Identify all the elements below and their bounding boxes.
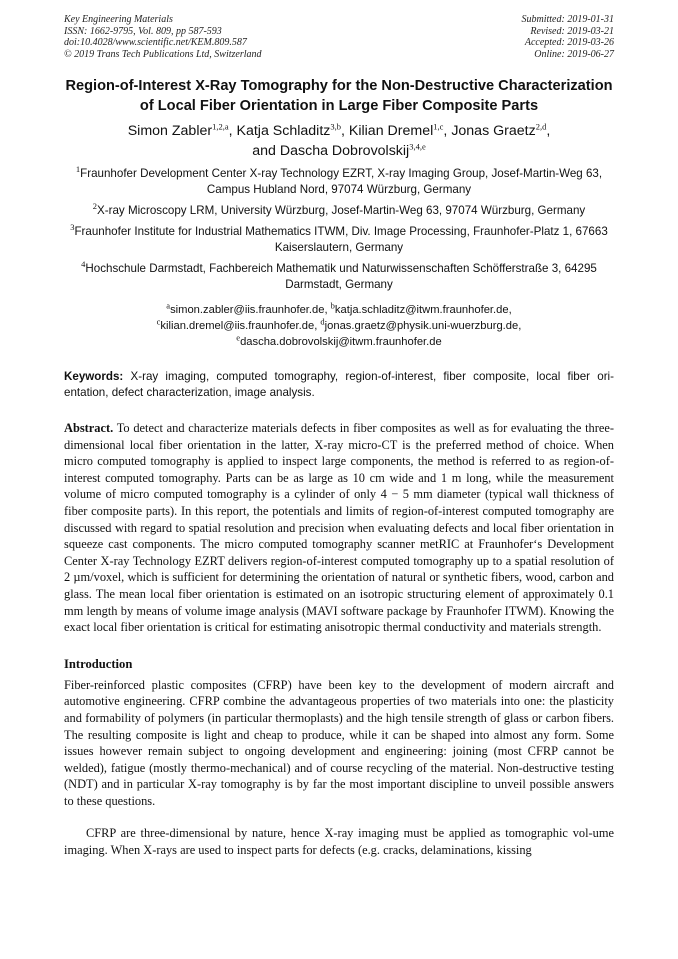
journal-name: Key Engineering Materials (64, 14, 173, 25)
email-address[interactable]: kilian.dremel@iis.fraunhofer.de (160, 320, 315, 332)
affiliation-marker: 4 (81, 259, 86, 270)
keywords-text: X-ray imaging, computed tomography, region-of-interest, fiber composite, local fiber ori-entation, defect characterization, image analysis. (64, 370, 614, 399)
author (252, 143, 425, 159)
author-separator: , (228, 123, 237, 139)
paper-title: Region-of-Interest X-Ray Tomography for the Non-Destructive Characterization of Local Fiber Orientation in Large Fiber Composite Parts (65, 78, 613, 114)
copyright: © 2019 Trans Tech Publications Ltd, Switzerland (64, 48, 262, 60)
email[interactable] (236, 332, 442, 348)
email-marker: c (156, 316, 161, 327)
author (349, 123, 451, 139)
affiliation (64, 261, 614, 293)
author (451, 123, 550, 139)
author-affiliation-marker: 2,d (535, 121, 547, 132)
email[interactable] (166, 300, 325, 316)
online-date: Online: 2019-06-27 (534, 48, 614, 60)
author-affiliation-marker: 1,2,a (212, 121, 229, 132)
affiliations (64, 166, 614, 293)
author-separator: , (546, 123, 551, 139)
author (237, 123, 349, 139)
introduction-paragraph: CFRP are three-dimensional by nature, hence X-ray imaging must be applied as tomographic vol-ume imaging. When X-rays are used to inspect parts for defects (e.g. cracks, delaminations, kissing (64, 826, 614, 858)
journal-header (64, 14, 614, 60)
email-address[interactable]: jonas.graetz@physik.uni-wuerzburg.de (324, 320, 519, 332)
email-line: $^c$kilian.dremel@iis.fraunhofer.de, $^d$jonas.graetz@physik.uni-wuerzburg.de, (156, 316, 522, 332)
author-name: Kilian Dremel (348, 123, 434, 139)
email-marker: d (320, 316, 325, 327)
email-marker: e (236, 332, 241, 343)
dates-info (522, 14, 615, 60)
abstract-label: Abstract. (64, 421, 114, 435)
journal-info (64, 14, 262, 60)
email-address[interactable]: simon.zabler@iis.fraunhofer.de (170, 304, 325, 316)
email[interactable] (156, 316, 315, 332)
author-list (64, 121, 614, 161)
revised-date: Revised: 2019-03-21 (530, 25, 614, 37)
author (128, 123, 237, 139)
affiliation-text: Fraunhofer Institute for Industrial Mathematics ITWM, Div. Image Processing, Fraunhofer-Platz 1, 67663 Kaiserslautern, Germany (74, 225, 608, 254)
affiliation (64, 203, 614, 219)
submitted-date: Submitted: 2019-01-31 (521, 14, 614, 25)
author-separator: , (443, 123, 452, 139)
paper-page (64, 14, 614, 859)
email-line: $^a$simon.zabler@iis.fraunhofer.de, $^b$katja.schladitz@itwm.fraunhofer.de, (166, 300, 512, 316)
affiliation-marker: 1 (75, 164, 81, 175)
email-marker: b (330, 300, 335, 311)
affiliation-text: Fraunhofer Development Center X-ray Technology EZRT, X-ray Imaging Group, Josef-Martin-Weg 63, Campus Hubland Nord, 97074 Würzburg, Germany (80, 167, 603, 196)
author-separator: , (341, 123, 349, 139)
section-heading-introduction: Introduction (64, 656, 133, 671)
affiliation-marker: 3 (70, 222, 75, 233)
author-affiliation-marker: 3,4,e (409, 141, 426, 152)
doi: doi:10.4028/www.scientific.net/KEM.809.587 (64, 37, 247, 48)
issn: ISSN: 1662-9795, Vol. 809, pp 587-593 (64, 25, 222, 37)
abstract-text: To detect and characterize materials defects in fiber composites as well as for evaluating the three-dimensional local fiber orientation in the latter, X-ray micro-CT is the preferred method of choice. When micro computed tomography is applied to inspect large components, the method is referred to as region-of-interest computed tomography. Parts can be as large as 10 cm wide and 1 m long, while the measurement volume of micro computed tomography is a cylinder of only 4 − 5 mm diameter (typical wall thickness of fiber composite parts). In this report, the potentials and limits of region-of-interest computed tomography are discussed with regard to spatial resolution and precision when evaluating defects and local fiber orientation in squeeze cast components. The micro computed tomography scanner metRIC at Fraunhofer‘s Development Center X-ray Technology EZRT delivers region-of-interest computed tomography up to a spatial resolution of 2 µm/voxel, which is sufficient for determining the orientation of natural or synthetic fibers, wood, carbon and glass. The mean local fiber orientation is estimated on an isotropic structuring element of approximately 0.1 mm length by means of volume image analysis (MAVI software package by Fraunhofer ITWM). Knowing the exact local fiber orientation is critical for estimating anisotropic thermal conductivity and materials strength. (64, 421, 615, 635)
author-name: Simon Zabler (127, 123, 213, 139)
abstract (64, 420, 614, 636)
affiliation-text: X-ray Microscopy LRM, University Würzburg, Josef-Martin-Weg 63, 97074 Würzburg, Germany (97, 204, 586, 217)
email-list (64, 302, 614, 350)
keywords (64, 369, 614, 401)
author-affiliation-marker: 1,c (433, 121, 444, 132)
email-line (64, 334, 614, 350)
affiliation (64, 224, 614, 256)
email-address[interactable]: katja.schladitz@itwm.fraunhofer.de (334, 304, 509, 316)
author-affiliation-marker: 3,b (330, 121, 341, 132)
email-marker: a (166, 300, 171, 311)
email-address[interactable]: dascha.dobrovolskij@itwm.fraunhofer.de (240, 336, 442, 348)
author-name: and Dascha Dobrovolskij (252, 143, 410, 159)
introduction-paragraph: Fiber-reinforced plastic composites (CFRP) have been key to the development of modern aircraft and automotive engineering. CFRP combine the advantageous properties of two materials into one: the plasticity and formability of polymers (in particular thermoplasts) and the high tensile strength of glass or carbon fibers. The resulting composite is light and cheap to produce, while it can be shaped into almost any form. Some issues however remain subject to ongoing development and engineering: joining (most CFRP cannot be welded), fatigue (mostly thermo-mechanical) and of course recycling of the material. Non-destructive testing (NDT) and in particular X-ray tomography is by far the most important discipline to unveil possible answers to these questions. (64, 677, 614, 808)
affiliation (64, 166, 614, 198)
author-name: Jonas Graetz (451, 123, 536, 139)
affiliation-text: Hochschule Darmstadt, Fachbereich Mathematik und Naturwissenschaften Schöfferstraße 3, 64295 Darmstadt, Germany (85, 262, 597, 291)
affiliation-marker: 2 (92, 201, 98, 212)
author-name: Katja Schladitz (236, 123, 331, 139)
keywords-label: Keywords: (64, 370, 124, 383)
accepted-date: Accepted: 2019-03-26 (524, 37, 614, 48)
